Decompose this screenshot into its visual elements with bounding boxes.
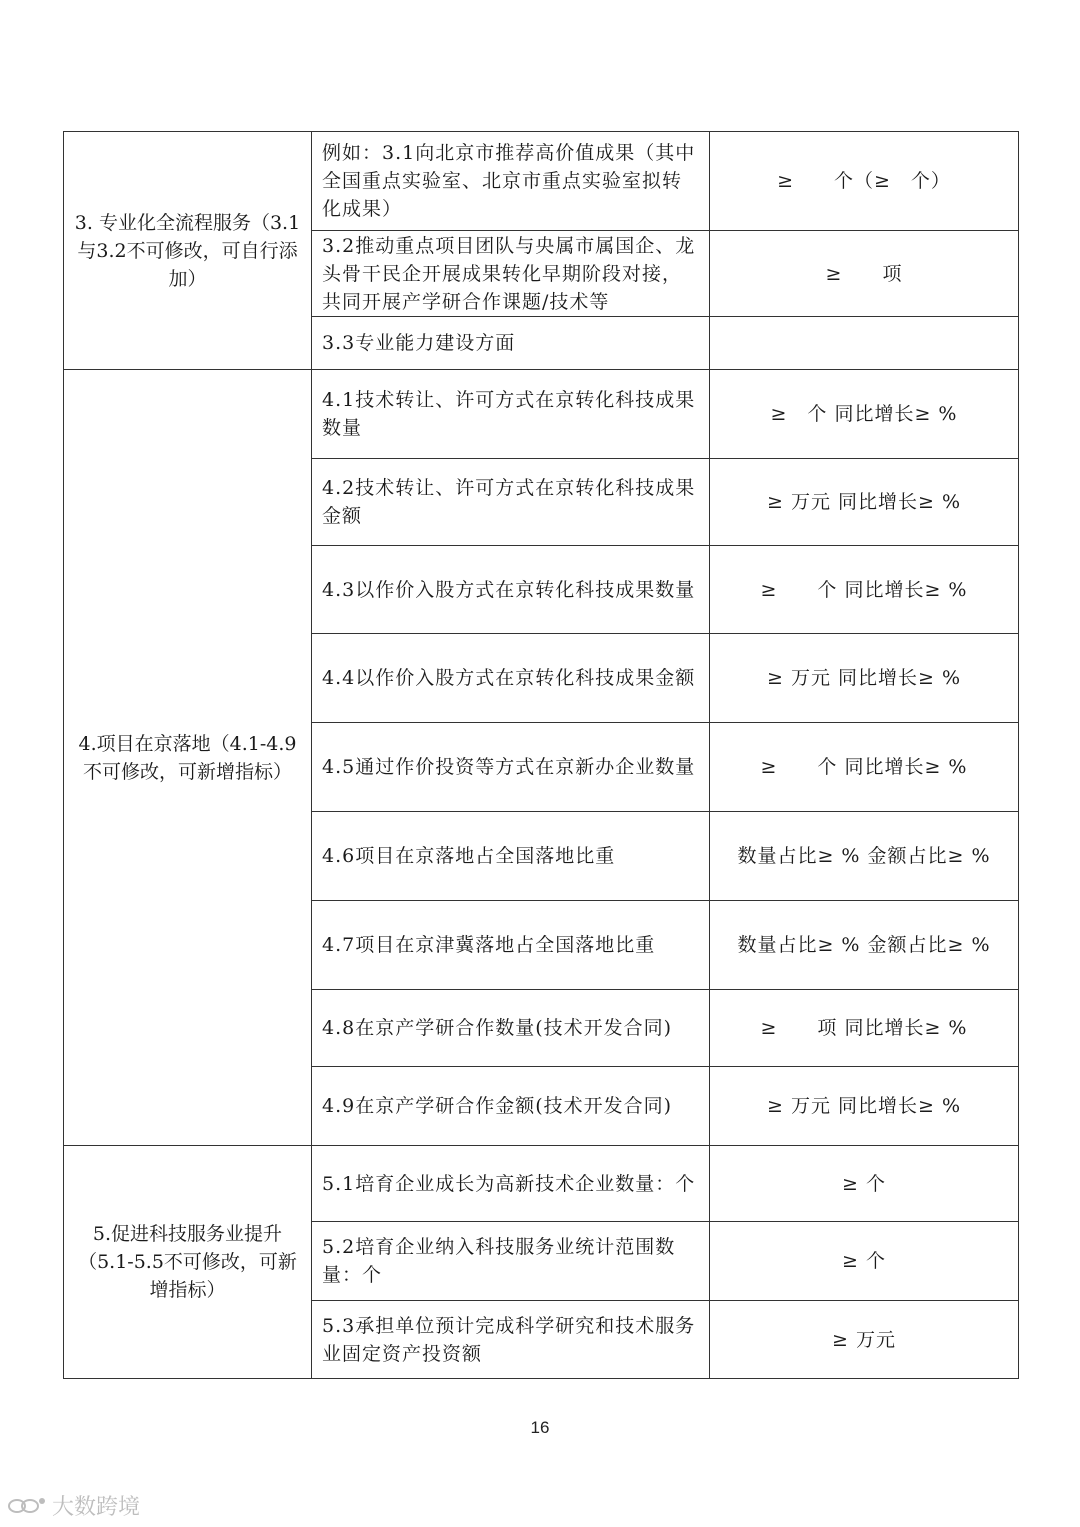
value-cell: ≥ 个 同比增长≥ % — [710, 723, 1019, 812]
category-cell: 5.促进科技服务业提升（5.1-5.5不可修改，可新增指标） — [64, 1146, 312, 1379]
table-row — [64, 370, 1019, 459]
item-cell: 4.3以作价入股方式在京转化科技成果数量 — [312, 546, 710, 634]
value-cell: ≥ 万元 同比增长≥ % — [710, 459, 1019, 546]
item-cell: 5.1培育企业成长为高新技术企业数量：个 — [312, 1146, 710, 1222]
item-cell: 4.2技术转让、许可方式在京转化科技成果金额 — [312, 459, 710, 546]
value-cell: ≥ 个 — [710, 1146, 1019, 1222]
watermark — [6, 1490, 140, 1521]
value-cell: ≥ 万元 — [710, 1301, 1019, 1379]
value-cell: ≥ 个 同比增长≥ % — [710, 370, 1019, 459]
item-cell: 4.5通过作价投资等方式在京新办企业数量 — [312, 723, 710, 812]
value-cell: ≥ 项 — [710, 231, 1019, 317]
item-cell: 4.4以作价入股方式在京转化科技成果金额 — [312, 634, 710, 723]
item-cell: 5.2培育企业纳入科技服务业统计范围数量：个 — [312, 1222, 710, 1301]
item-cell: 3.2推动重点项目团队与央属市属国企、龙头骨干民企开展成果转化早期阶段对接，共同开展产学研合作课题/技术等 — [312, 231, 710, 317]
item-cell: 4.9在京产学研合作金额(技术开发合同) — [312, 1067, 710, 1146]
value-cell: 数量占比≥ % 金额占比≥ % — [710, 812, 1019, 901]
item-cell: 4.8在京产学研合作数量(技术开发合同) — [312, 990, 710, 1067]
table-row — [64, 132, 1019, 231]
value-cell: ≥ 个（≥ 个） — [710, 132, 1019, 231]
value-cell: ≥ 个 — [710, 1222, 1019, 1301]
watermark-logo-icon — [6, 1493, 48, 1519]
category-cell: 4.项目在京落地（4.1-4.9不可修改，可新增指标） — [64, 370, 312, 1146]
item-cell: 例如：3.1向北京市推荐高价值成果（其中全国重点实验室、北京市重点实验室拟转化成果） — [312, 132, 710, 231]
page-number: 16 — [530, 1418, 550, 1437]
item-cell: 5.3承担单位预计完成科学研究和技术服务业固定资产投资额 — [312, 1301, 710, 1379]
table-row — [64, 1146, 1019, 1222]
value-cell: ≥ 万元 同比增长≥ % — [710, 634, 1019, 723]
item-cell: 4.1技术转让、许可方式在京转化科技成果数量 — [312, 370, 710, 459]
value-cell: 数量占比≥ % 金额占比≥ % — [710, 901, 1019, 990]
value-cell: ≥ 个 同比增长≥ % — [710, 546, 1019, 634]
value-cell: ≥ 万元 同比增长≥ % — [710, 1067, 1019, 1146]
value-cell: ≥ 项 同比增长≥ % — [710, 990, 1019, 1067]
item-cell: 3.3专业能力建设方面 — [312, 317, 710, 370]
metrics-table — [63, 131, 1019, 1379]
watermark-text: 大数跨境 — [52, 1495, 141, 1520]
item-cell: 4.7项目在京津冀落地占全国落地比重 — [312, 901, 710, 990]
category-cell: 3. 专业化全流程服务（3.1与3.2不可修改，可自行添加） — [64, 132, 312, 370]
value-cell — [710, 317, 1019, 370]
item-cell: 4.6项目在京落地占全国落地比重 — [312, 812, 710, 901]
